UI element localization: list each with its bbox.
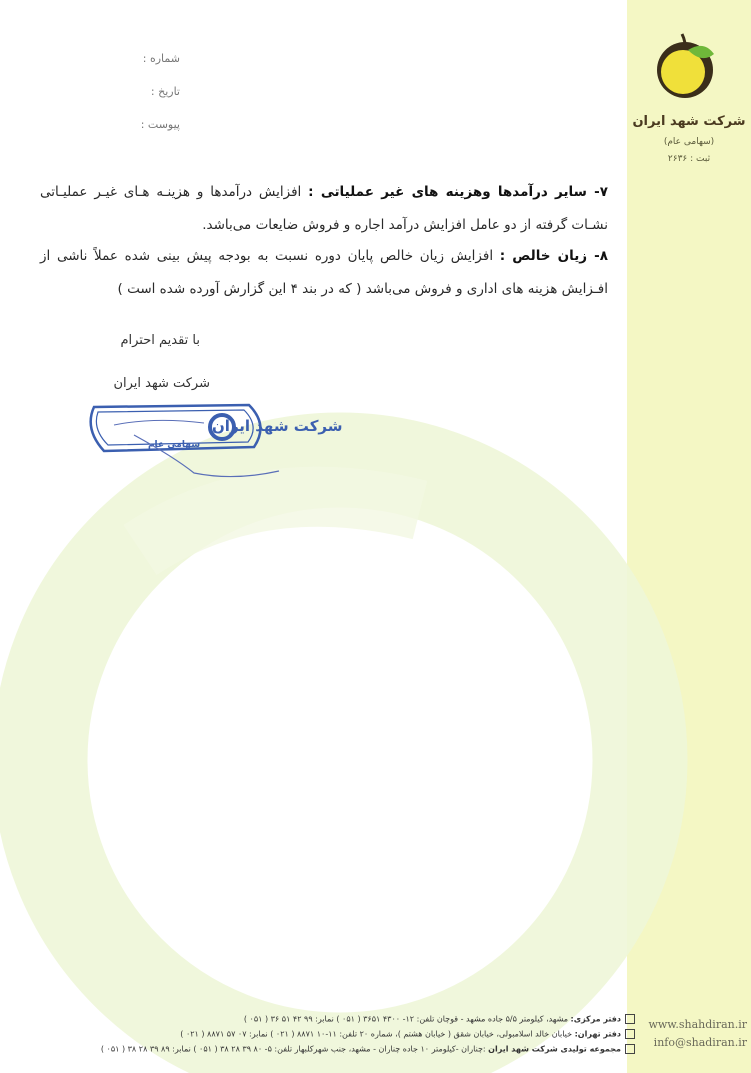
central-office-label: دفتر مرکزی:	[570, 1014, 621, 1024]
shahd-iran-logo-icon	[652, 30, 718, 100]
company-type: (سهامی عام)	[663, 137, 715, 147]
company-registration: ثبت : ۲۶۳۶	[667, 154, 711, 164]
paragraph-7	[40, 176, 608, 242]
footer-central-office	[95, 1014, 635, 1024]
watermark-logo-icon	[0, 430, 627, 1050]
stamp-line-2: سهامی عام	[147, 440, 201, 450]
tehran-office-text: خیابان خالد اسلامبولی، خیابان شقق ( خیابان هشتم )، شماره ۲۰ تلفن: ۱۱-۱۰ ۸۸۷۱ ( ۰۲۱ ) نمابر: ۰۷ ۵۷ ۸۸۷۱ ( ۰۲۱ )	[180, 1029, 575, 1039]
footer-tehran-office	[95, 1029, 635, 1039]
company-name: شرکت شهد ایران	[632, 114, 746, 129]
email-link[interactable]: info@shadiran.ir	[653, 1036, 747, 1049]
factory-label: مجموعه تولیدی شرکت شهد ایران	[488, 1044, 621, 1054]
closing-signatory: شرکت شهد ایران	[113, 376, 210, 391]
factory-text: :چناران -کیلومتر ۱۰ جاده چناران - مشهد، جنب شهرکلبهار تلفن: ۵- ۸۰ ۳۹ ۲۸ ۳۸ ( ۰۵۱ ) نمابر: ۸۹ ۳۹ ۲۸ ۳۸ ( ۰۵۱ )	[100, 1044, 489, 1054]
paragraph-8	[40, 240, 608, 306]
attachment-label: پیوست :	[140, 118, 180, 131]
tehran-office-label: دفتر تهران:	[574, 1029, 621, 1039]
paragraph-8-text: افزایش زیان خالص پایان دوره نسبت به بودجه پیش بینی شده عملاً ناشی از افـزایش هزینه های اداری و فروش می‌باشد ( که در بند ۴ این گزارش آورده شده است )	[40, 248, 608, 297]
paragraph-8-heading: ۸- زیان خالص :	[499, 248, 608, 264]
company-stamp-icon	[64, 395, 343, 485]
footer-factory	[95, 1044, 635, 1054]
stamp-line-1: شرکت شهد ایران	[212, 417, 343, 435]
central-office-text: مشهد، کیلومتر ۵/۵ جاده مشهد - قوچان تلفن: ۱۲- ۴۳۰۰ ۳۶۵۱ ( ۰۵۱ ) نمابر: ۹۹ ۴۲ ۵۱ ۳۶ ( ۰۵۱ )	[243, 1014, 571, 1024]
paragraph-7-text: افزایش درآمدها و هزینـه هـای غیـر عملیـاتی نشـات گرفته از دو عامل افزایش درآمد اجاره و فروش ضایعات می‌باشد.	[40, 184, 608, 233]
number-label: شماره :	[142, 52, 180, 65]
closing-regards: با تقدیم احترام	[120, 333, 200, 348]
paragraph-7-heading: ۷- سایر درآمدها وهزینه های غیر عملیاتی :	[308, 184, 608, 200]
website-link[interactable]: www.shahdiran.ir	[648, 1018, 747, 1031]
date-label: تاریخ :	[150, 85, 180, 98]
